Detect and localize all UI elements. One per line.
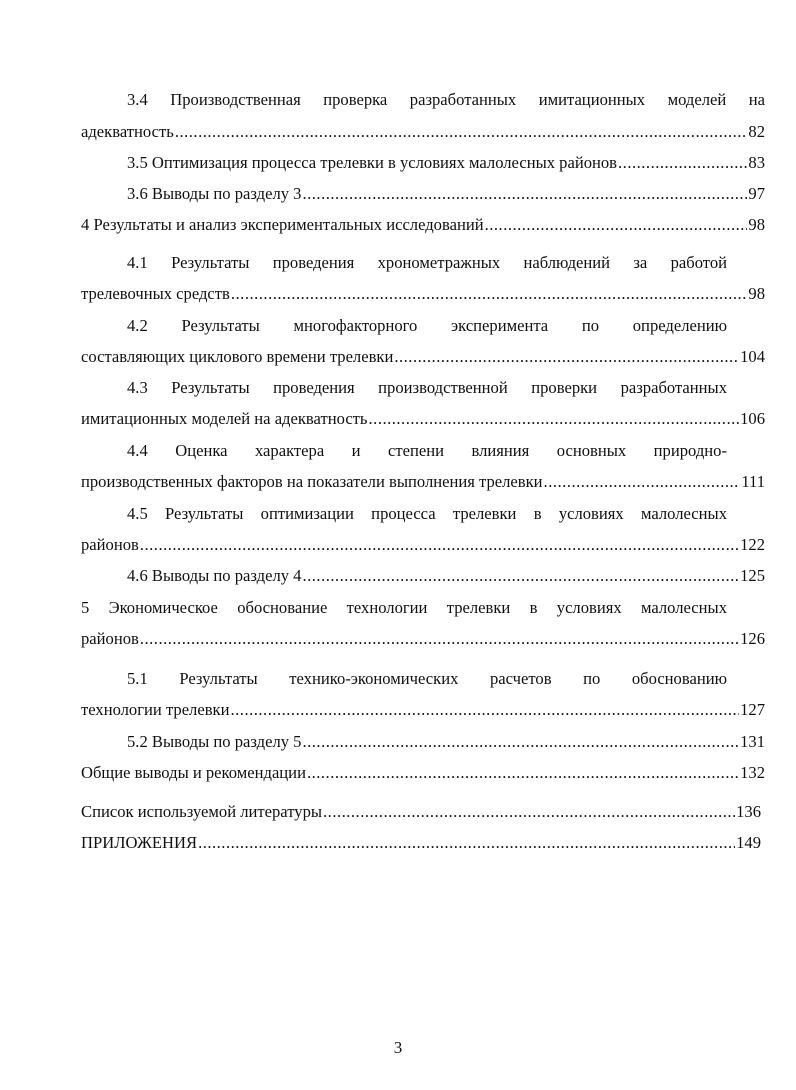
toc-entry-5 <box>81 627 765 651</box>
toc-entry-text: 4.5 Результаты оптимизации процесса трелевки в условиях малолесных <box>127 504 727 523</box>
toc-entry-5-2 <box>127 730 765 754</box>
toc-entry-4-2 <box>81 345 765 369</box>
toc-entry-text: 5 Экономическое обоснование технологии трелевки в условиях малолесных <box>81 598 727 617</box>
toc-entry-text: трелевочных средств <box>81 284 230 303</box>
dot-leader <box>140 627 739 651</box>
toc-entry-4-3 <box>81 407 765 431</box>
toc-entry-text: адекватность <box>81 122 174 141</box>
toc-page-number: 98 <box>748 284 765 303</box>
toc-page-number: 125 <box>740 566 765 585</box>
toc-entry-5-1-line1 <box>127 667 727 691</box>
toc-entry-3-4-line1 <box>127 88 765 112</box>
toc-page-number: 149 <box>736 833 761 852</box>
toc-page-number: 97 <box>748 184 765 203</box>
toc-entry-4-4-line1 <box>127 439 727 463</box>
dot-leader <box>323 800 735 824</box>
page-number: 3 <box>393 1038 403 1057</box>
dot-leader <box>231 282 748 306</box>
toc-page-number: 82 <box>748 122 765 141</box>
toc-entry-text: производственных факторов на показатели выполнения трелевки <box>81 472 543 491</box>
dot-leader <box>302 730 739 754</box>
dot-leader <box>198 831 735 855</box>
toc-entry-text: 5.2 Выводы по разделу 5 <box>127 732 302 751</box>
toc-entry-text: технологии трелевки <box>81 700 230 719</box>
toc-entry-appendix <box>81 831 761 855</box>
toc-entry-text: районов <box>81 535 139 554</box>
toc-entry-5-line1 <box>81 596 727 620</box>
toc-entry-general <box>81 761 765 785</box>
dot-leader <box>544 470 741 494</box>
toc-entry-3-6 <box>127 182 765 206</box>
toc-entry-literature <box>81 800 761 824</box>
dot-leader <box>140 533 739 557</box>
toc-page-number: 136 <box>736 802 761 821</box>
toc-entry-text: составляющих циклового времени трелевки <box>81 347 394 366</box>
dot-leader <box>175 120 748 144</box>
toc-entry-text: 5.1 Результаты технико-экономических расчетов по обоснованию <box>127 669 727 688</box>
toc-page-number: 132 <box>740 763 765 782</box>
toc-entry-text: 3.6 Выводы по разделу 3 <box>127 184 302 203</box>
toc-page-number: 131 <box>740 732 765 751</box>
dot-leader <box>231 698 740 722</box>
toc-entry-text: 4.4 Оценка характера и степени влияния основных природно- <box>127 441 727 460</box>
toc-entry-4-4 <box>81 470 765 494</box>
toc-entry-text: 3.4 Производственная проверка разработанных имитационных моделей на <box>127 90 765 109</box>
dot-leader <box>394 345 739 369</box>
toc-page-number: 127 <box>740 700 765 719</box>
dot-leader <box>618 151 747 175</box>
toc-entry-3-4 <box>81 120 765 144</box>
toc-entry-4-2-line1 <box>127 314 727 338</box>
toc-entry-4-5 <box>81 533 765 557</box>
toc-entry-text: Общие выводы и рекомендации <box>81 763 306 782</box>
toc-entry-text: 3.5 Оптимизация процесса трелевки в условиях малолесных районов <box>127 153 618 172</box>
toc-page-number: 104 <box>740 347 765 366</box>
dot-leader <box>302 182 747 206</box>
toc-entry-text: 4.3 Результаты проведения производственной проверки разработанных <box>127 378 727 397</box>
toc-entry-4-5-line1 <box>127 502 727 526</box>
toc-entry-text: 4.2 Результаты многофакторного эксперимента по определению <box>127 316 727 335</box>
toc-page-number: 98 <box>748 215 765 234</box>
toc-page-number: 122 <box>740 535 765 554</box>
toc-entry-4-3-line1 <box>127 376 727 400</box>
toc-entry-4 <box>81 213 765 237</box>
toc-entry-text: 4.1 Результаты проведения хронометражных наблюдений за работой <box>127 253 727 272</box>
toc-entry-text: районов <box>81 629 139 648</box>
toc-entry-3-5 <box>127 151 765 175</box>
toc-entry-text: Список используемой литературы <box>81 802 323 821</box>
toc-entry-text: имитационных моделей на адекватность <box>81 409 368 428</box>
dot-leader <box>485 213 748 237</box>
toc-entry-text: 4 Результаты и анализ экспериментальных исследований <box>81 215 484 234</box>
toc-entry-text: 4.6 Выводы по разделу 4 <box>127 566 302 585</box>
toc-page-number: 83 <box>748 153 765 172</box>
toc-entry-5-1 <box>81 698 765 722</box>
toc-entry-text: ПРИЛОЖЕНИЯ <box>81 833 198 852</box>
toc-page-number: 111 <box>741 472 765 491</box>
toc-page-number: 106 <box>740 409 765 428</box>
toc-entry-4-1-line1 <box>127 251 727 275</box>
toc-entry-4-1 <box>81 282 765 306</box>
dot-leader <box>369 407 740 431</box>
toc-page-number: 126 <box>740 629 765 648</box>
toc-entry-4-6 <box>127 564 765 588</box>
dot-leader <box>307 761 739 785</box>
dot-leader <box>302 564 739 588</box>
